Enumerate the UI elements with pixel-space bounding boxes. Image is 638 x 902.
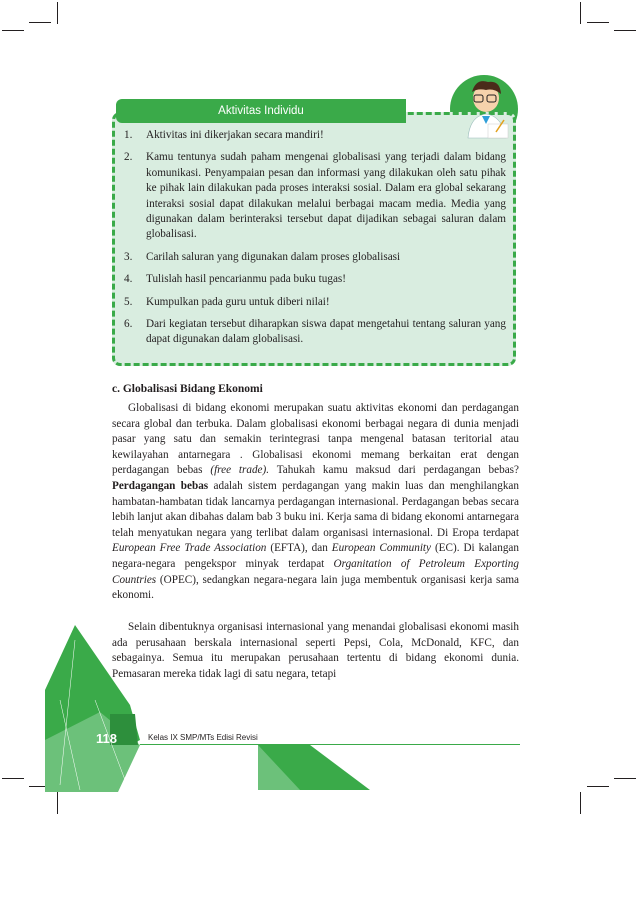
list-item xyxy=(124,272,506,287)
text-run: Tahukah kamu maksud dari perdagangan bebas? xyxy=(269,464,519,477)
list-item xyxy=(124,128,506,143)
text-run-italic: Organitation of Petroleum Exporting Countries xyxy=(112,557,519,586)
list-item xyxy=(124,150,506,242)
page-number: 118 xyxy=(96,731,117,746)
list-item xyxy=(124,250,506,265)
section-heading: c. Globalisasi Bidang Ekonomi xyxy=(112,383,263,395)
activity-list xyxy=(124,128,506,355)
text-run-italic: (free trade). xyxy=(210,464,270,477)
text-run-italic: European Community xyxy=(331,542,431,555)
list-item xyxy=(124,317,506,348)
footer-divider xyxy=(140,744,520,745)
text-run-italic: European Free Trade Association xyxy=(112,542,267,555)
book-title-footer: Kelas IX SMP/MTs Edisi Revisi xyxy=(148,733,258,742)
text-run-bold: Perdagangan bebas xyxy=(112,479,209,492)
list-text: Kumpulkan pada guru untuk diberi nilai! xyxy=(146,295,330,308)
text-run: (EFTA), dan xyxy=(266,542,332,555)
list-item xyxy=(124,295,506,310)
list-text: Kamu tentunya sudah paham mengenai globalisasi yang terjadi dalam bidang komunikasi. Penyampaian pesan dan informasi yang dilakukan oleh satu pihak ke pihak lain dilakukan pada proses interaksi sosial. Dalam era global sekarang interaksi sosial dapat dilakukan melalui berbagai macam media. Media yang digunakan dalam berinteraksi tersebut dapat dijadikan sebagai saluran dalam globalisasi. xyxy=(146,151,506,241)
paragraph-globalisasi-ekonomi xyxy=(112,401,519,604)
text-run: (OPEC), sedangkan negara-negara lain juga membentuk organisasi kerja sama ekonomi. xyxy=(112,573,519,602)
text-run: adalah sistem perdagangan yang makin luas dan menghilangkan hambatan-hambatan tidak lancarnya perdagangan internasional. Perdagangan bebas secara lebih lanjut akan dibahas dalam bab 3 buku ini. Kerja sama di bidang ekonomi antarnegara telah menyatukan negara yang terlibat dalam organisasi internasional. Di Eropa terdapat xyxy=(112,479,519,539)
list-text: Dari kegiatan tersebut diharapkan siswa dapat mengetahui tentang saluran yang dapat digunakan dalam globalisasi. xyxy=(146,318,506,346)
list-number: 2. xyxy=(124,151,133,164)
list-number: 4. xyxy=(124,273,133,286)
activity-box-title: Aktivitas Individu xyxy=(116,99,406,123)
list-number: 3. xyxy=(124,250,133,263)
text-run: Globalisasi di bidang ekonomi merupakan suatu aktivitas ekonomi dan perdagangan secara global dan terbuka. Dalam globalisasi ekonomi berbagai negara di dunia menjadi pasar yang satu dan semakin terintegrasi tanpa mengenal batasan teritorial atau kewilayahan antarnegara . Globalisasi ekonomi memang berkaitan erat dengan perdagangan bebas xyxy=(112,402,519,477)
paragraph-perusahaan-internasional: Selain dibentuknya organisasi internasional yang menandai globalisasi ekonomi masih ada perusahaan berskala internasional seperti Pepsi, Cola, McDonald, KFC, dan sebagainya. Semua itu merupakan perusahaan tertentu di bidang ekonomi dunia. Pemasaran mereka tidak lagi di satu negara, tetapi xyxy=(112,621,519,680)
list-number: 5. xyxy=(124,295,133,308)
list-text: Carilah saluran yang digunakan dalam proses globalisasi xyxy=(146,250,401,263)
list-text: Aktivitas ini dikerjakan secara mandiri! xyxy=(146,129,324,141)
list-number: 6. xyxy=(124,318,133,331)
list-text: Tulislah hasil pencarianmu pada buku tugas! xyxy=(146,273,346,286)
list-number: 1. xyxy=(124,129,133,141)
text-run: (EC). Di kalangan negara-negara pengekspor minyak terdapat xyxy=(112,542,519,570)
